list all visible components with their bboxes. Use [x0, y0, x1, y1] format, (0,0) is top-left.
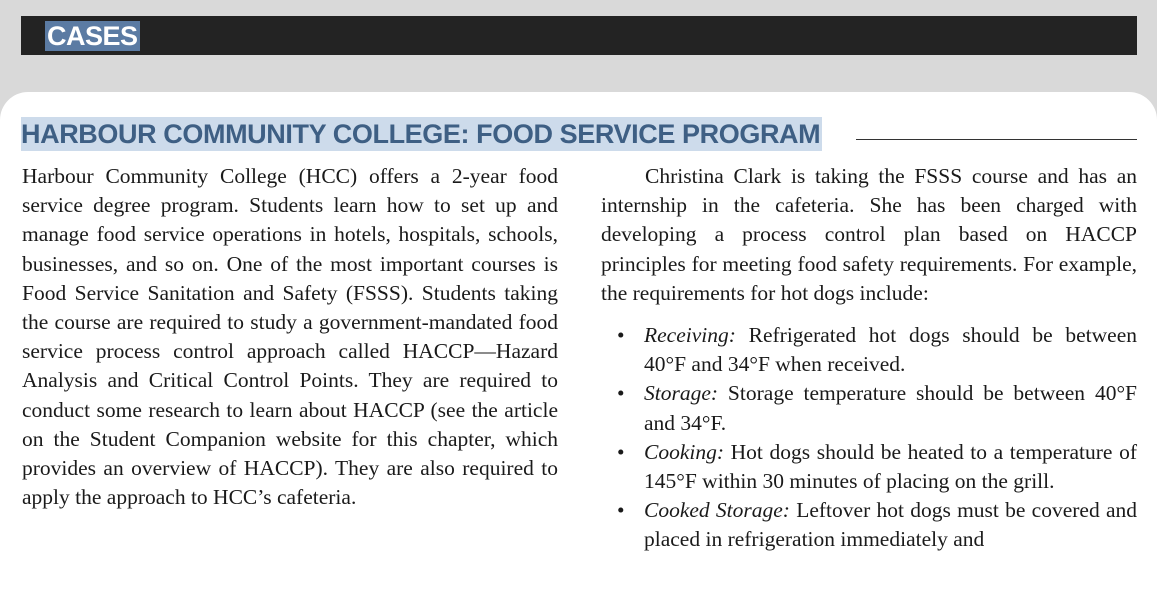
- context-paragraph: Christina Clark is taking the FSSS course and has an internship in the cafeteria. She has been charged with developing a process control plan based on HACCP principles for meeting food safety requirements. For example, the requirements for hot dogs include:: [601, 164, 1137, 305]
- bullet-icon: •: [617, 498, 625, 523]
- section-header-bar: [21, 16, 1137, 55]
- list-item: [601, 321, 1137, 379]
- requirement-term: Cooking:: [644, 439, 725, 464]
- title-rule: [856, 139, 1137, 140]
- case-title-row: [21, 117, 1137, 151]
- right-column: [601, 162, 1137, 555]
- requirement-text: Hot dogs should be heated to a temperature of 145°F within 30 minutes of placing on the grill.: [644, 439, 1137, 494]
- page: [0, 92, 1157, 603]
- list-item: [601, 438, 1137, 496]
- bullet-icon: •: [617, 381, 625, 406]
- list-item: [601, 496, 1137, 554]
- requirement-term: Storage:: [644, 381, 719, 406]
- bullet-icon: •: [617, 323, 625, 348]
- bullet-icon: •: [617, 439, 625, 464]
- section-label: CASES: [47, 21, 138, 51]
- left-column: [22, 162, 558, 512]
- list-item: [601, 379, 1137, 437]
- intro-paragraph: Harbour Community College (HCC) offers a 2-year food service degree program. Students learn how to set up and manage food service operations in hotels, hospitals, schools, businesses, and so on. One of the most important courses is Food Service Sanitation and Safety (FSSS). Students taking the course are required to study a government-mandated food service process control approach called HACCP—Hazard Analysis and Critical Control Points. They are required to conduct some research to learn about HACCP (see the article on the Student Companion website for this chapter, which provides an overview of HACCP). They are also required to apply the approach to HCC’s cafeteria.: [22, 164, 558, 510]
- requirement-text: Refrigerated hot dogs should be between 40°F and 34°F when received.: [644, 323, 1137, 377]
- requirement-term: Receiving:: [644, 323, 736, 348]
- requirement-term: Cooked Storage:: [644, 498, 790, 523]
- case-title: HARBOUR COMMUNITY COLLEGE: FOOD SERVICE PROGRAM: [21, 119, 821, 149]
- requirements-list: [601, 321, 1137, 555]
- requirement-text: Leftover hot dogs must be covered and placed in refrigeration immediately and: [644, 498, 1137, 552]
- requirement-text: Storage temperature should be between 40°F and 34°F.: [644, 381, 1137, 435]
